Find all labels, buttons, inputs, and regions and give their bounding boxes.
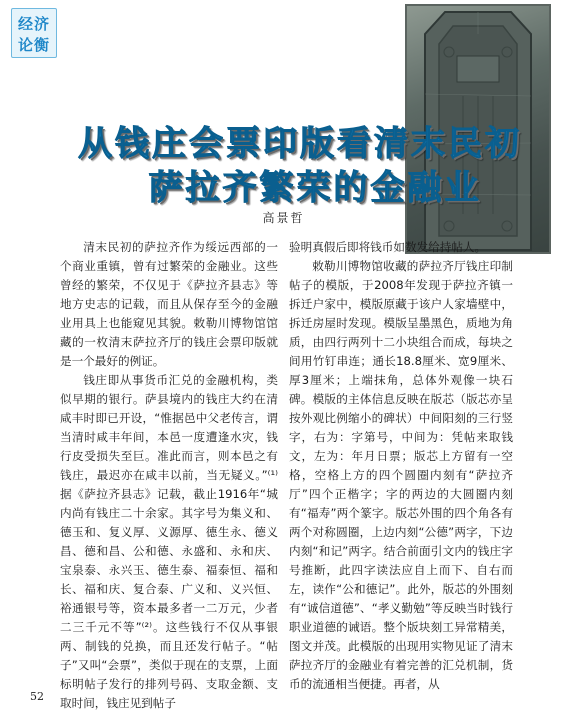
right-paragraph-1: 验明真假后即将钱币如数发给持帖人。: [289, 240, 487, 254]
author-name: 高景哲: [262, 211, 305, 225]
page-number: 52: [30, 690, 44, 703]
section-tag: [11, 8, 57, 58]
article-title-line2: 萨拉齐繁荣的金融业: [148, 168, 482, 208]
section-tag-line1: 经济: [17, 15, 50, 33]
left-text-column: [60, 238, 278, 713]
right-paragraph-2: 敕勒川博物馆收藏的萨拉齐厅钱庄印制帖子的模版，于2008年发现于萨拉齐镇一拆迁户家中，模版原藏于该户人家墙壁中，拆迁房屋时发现。模版呈墨黑色，质地为角质，由四行两列十二小块组合而成，每块之间用竹钉串连；通长18.8厘米、宽9厘米、厚3厘米；上端抹角，总体外观像一块石碑。模版的主体信息反映在版芯（版芯亦呈按外观比例缩小的碑状）中间阳刻的三行竖字，右为：字第号，中间为：凭帖来取钱文，左为：年月日票；版芯上方留有一空格，空格上方的四个圆圈内刻有“萨拉齐厅”四个正楷字；字的两边的大圆圈内刻有“福寿”两个篆字。版芯外围的四个角各有两个对称圆圈，上边内刻“公德”两字，下边内刻“和记”两字。结合前面引文内的钱庄字号推断，此四字读法应自上而下、自右而左，读作“公和德记”。此外，版芯的外围刻有“诚信道德”、“孝义勤勉”等反映当时钱行职业道德的诫语。整个版块刻工异常精美，图文并茂。此模版的出现用实物见证了清末萨拉齐厅的金融业有着完善的汇兑机制，货币的流通相当便捷。再者，从: [289, 259, 513, 691]
left-paragraph-1: 清末民初的萨拉齐作为绥远西部的一个商业重镇，曾有过繁荣的金融业。这些曾经的繁荣，不仅见于《萨拉齐县志》等地方史志的记载，而且从保存至今的金融业用具上也能窥见其貌。敕勒川博物馆馆藏的一枚清末萨拉齐厅的钱庄会票印版就是一个最好的例证。: [60, 240, 278, 368]
section-tag-line2: 论衡: [17, 36, 50, 54]
left-paragraph-2: 钱庄即从事货币汇兑的金融机构，类似早期的银行。萨县境内的钱庄大约在清咸丰时即已开设，“惟据邑中父老传言，谓当清时咸丰年间，本邑一度遭逢水灾，钱行皮受损失至巨。准此而言，则本邑之有钱庄，最迟亦在咸丰以前，当无疑义。”⁽¹⁾据《萨拉齐县志》记载，截止1916年“城内尚有钱庄二十余家。其字号为集义和、德玉和、复义厚、义源厚、德生永、德义昌、德和昌、公和德、永盛和、永和庆、宝泉泰、永兴玉、德生泰、福泰恒、福和长、福和庆、复合泰、广义和、义兴恒、裕通银号等，资本最多者一二万元，少者二三千元不等”⁽²⁾。这些钱行不仅从事银两、制钱的兑换，而且还发行帖子。“帖子”又叫“会票”，类似于现在的支票，上面标明帖子发行的排列号码、支取金额、支取时间，钱庄见到帖子: [60, 373, 278, 710]
article-title-line1: 从钱庄会票印版看清末民初: [78, 124, 522, 164]
right-text-column: [289, 238, 513, 694]
